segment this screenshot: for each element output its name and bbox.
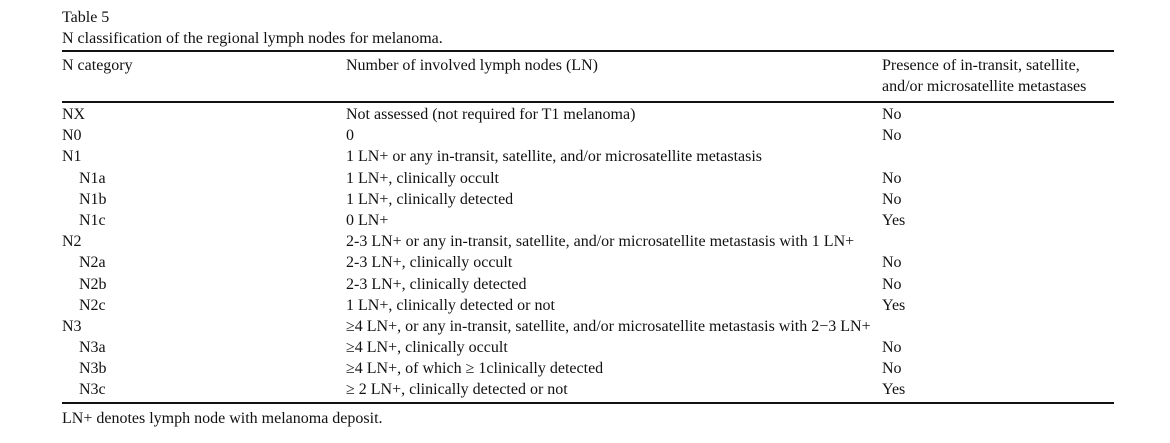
header-n-category: N category — [62, 57, 133, 74]
cell-presence: No — [882, 254, 902, 272]
cell-presence: No — [882, 190, 902, 208]
bottom-rule — [62, 402, 1114, 404]
table-row — [62, 125, 1114, 146]
table-header — [62, 53, 1114, 99]
table-row — [62, 379, 1114, 400]
cell-involved-nodes: 1 LN+, clinically occult — [346, 169, 499, 187]
cell-category: N1a — [79, 169, 106, 187]
cell-involved-nodes: 2-3 LN+ or any in-transit, satellite, and/or microsatellite metastasis with 1 LN+ — [346, 233, 855, 251]
table-row — [62, 295, 1114, 316]
table-footnote: LN+ denotes lymph node with melanoma deposit. — [62, 410, 383, 427]
cell-category: N1b — [79, 190, 107, 208]
cell-category: N0 — [62, 127, 82, 145]
cell-presence: No — [882, 339, 902, 357]
table-body — [62, 104, 1114, 401]
table-row — [62, 189, 1114, 210]
cell-involved-nodes: ≥ 2 LN+, clinically detected or not — [346, 381, 568, 399]
cell-presence: No — [882, 169, 902, 187]
table-title: N classification of the regional lymph nodes for melanoma. — [62, 30, 443, 47]
cell-involved-nodes: 0 LN+ — [346, 211, 389, 229]
header-presence — [882, 55, 1086, 97]
cell-involved-nodes: 1 LN+, clinically detected or not — [346, 296, 555, 314]
top-rule — [62, 50, 1114, 52]
cell-category: N2a — [79, 254, 106, 272]
table-row — [62, 146, 1114, 167]
cell-presence: Yes — [882, 381, 906, 399]
cell-presence: No — [882, 127, 902, 145]
cell-presence: No — [882, 275, 902, 293]
cell-category: N2b — [79, 275, 107, 293]
cell-involved-nodes: 2-3 LN+, clinically occult — [346, 254, 513, 272]
table-row — [62, 316, 1114, 337]
cell-category: N3c — [79, 381, 106, 399]
table-label: Table 5 — [62, 9, 110, 26]
table-row — [62, 168, 1114, 189]
cell-category: N1c — [79, 211, 106, 229]
table-row — [62, 104, 1114, 125]
cell-category: N2c — [79, 296, 106, 314]
table-caption — [62, 7, 1114, 49]
table-row — [62, 252, 1114, 273]
cell-involved-nodes: ≥4 LN+, of which ≥ 1clinically detected — [346, 360, 604, 378]
header-presence-line1: Presence of in-transit, satellite, — [882, 57, 1080, 74]
cell-involved-nodes: 1 LN+ or any in-transit, satellite, and/or microsatellite metastasis — [346, 148, 763, 166]
cell-involved-nodes: 1 LN+, clinically detected — [346, 190, 514, 208]
cell-category: N3a — [79, 339, 106, 357]
cell-presence: No — [882, 106, 902, 123]
cell-category: N3b — [79, 360, 107, 378]
table-row — [62, 274, 1114, 295]
cell-category: N3 — [62, 317, 82, 335]
header-rule — [62, 101, 1114, 103]
cell-involved-nodes: 0 — [346, 127, 354, 145]
table-row — [62, 358, 1114, 379]
cell-category: N2 — [62, 233, 82, 251]
header-involved-nodes: Number of involved lymph nodes (LN) — [346, 57, 598, 74]
cell-involved-nodes: ≥4 LN+, clinically occult — [346, 339, 508, 357]
cell-involved-nodes: ≥4 LN+, or any in-transit, satellite, and/or microsatellite metastasis with 2−3 LN+ — [346, 317, 871, 335]
table-row — [62, 210, 1114, 231]
cell-presence: Yes — [882, 211, 906, 229]
cell-involved-nodes: Not assessed (not required for T1 melanoma) — [346, 106, 636, 123]
header-presence-line2: and/or microsatellite metastases — [882, 78, 1087, 95]
cell-category: N1 — [62, 148, 82, 166]
table-row — [62, 337, 1114, 358]
cell-presence: Yes — [882, 296, 906, 314]
table-container — [62, 0, 1114, 427]
table-row — [62, 231, 1114, 252]
cell-involved-nodes: 2-3 LN+, clinically detected — [346, 275, 527, 293]
cell-presence: No — [882, 360, 902, 378]
cell-category: NX — [62, 106, 86, 123]
